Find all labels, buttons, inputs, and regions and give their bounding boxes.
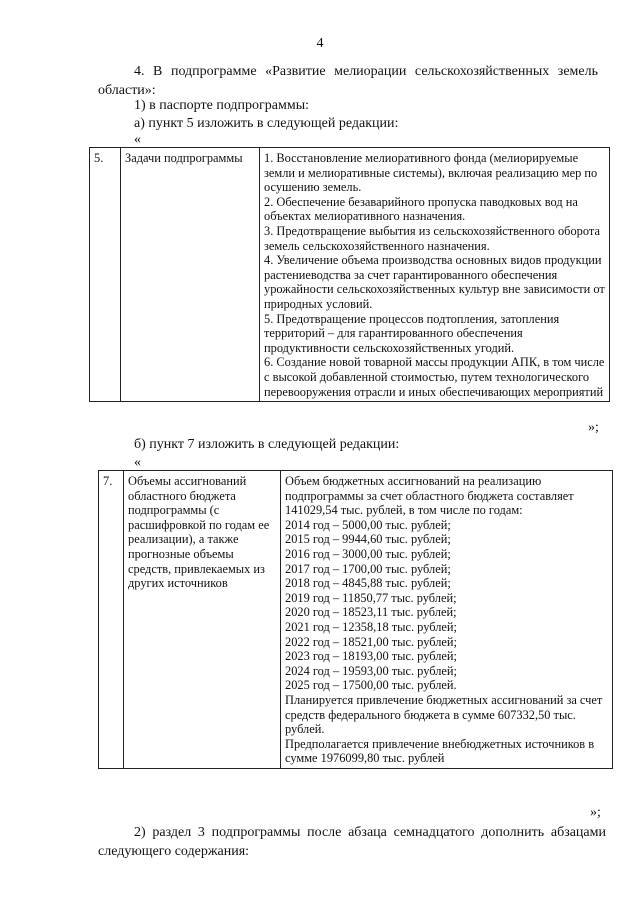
federal-funding: Планируется привлечение бюджетных ассигнований за счет средств федерального бюджета в сумме 607332,50 тыс. рублей. bbox=[285, 692, 603, 737]
year-amount: 2022 год – 18521,00 тыс. рублей; bbox=[285, 634, 457, 649]
row-number: 5. bbox=[90, 148, 121, 402]
funding-details bbox=[281, 471, 613, 769]
year-amount: 2017 год – 1700,00 тыс. рублей; bbox=[285, 561, 451, 576]
task-item: 5. Предотвращение процессов подтопления, затопления территорий – для гарантированного обеспечения продуктивности сельскохозяйственных угодий. bbox=[264, 311, 560, 355]
task-item: 2. Обеспечение безаварийного пропуска паводковых вод на объектах мелиоративного назначения. bbox=[264, 194, 578, 224]
point-7-heading: б) пункт 7 изложить в следующей редакции: bbox=[134, 437, 400, 452]
table-row bbox=[99, 471, 613, 769]
opening-quote: « bbox=[134, 455, 141, 470]
row-label: Объемы ассигнований областного бюджета подпрограммы (с расшифровкой по годам ее реализации), а также прогнозные объемы средств, привлекаемых из других источников bbox=[124, 471, 281, 769]
year-amount: 2024 год – 19593,00 тыс. рублей; bbox=[285, 663, 457, 678]
row-label: Задачи подпрограммы bbox=[121, 148, 260, 402]
opening-quote: « bbox=[134, 132, 141, 147]
year-amount: 2020 год – 18523,11 тыс. рублей; bbox=[285, 605, 457, 620]
page-number: 4 bbox=[316, 36, 324, 51]
year-amount: 2015 год – 9944,60 тыс. рублей; bbox=[285, 532, 451, 547]
closing-quote: »; bbox=[590, 805, 601, 820]
section-2-paragraph: 2) раздел 3 подпрограммы после абзаца семнадцатого дополнить абзацами следующего содержания: bbox=[98, 825, 606, 859]
closing-quote: »; bbox=[588, 420, 599, 435]
tasks-table bbox=[89, 147, 610, 402]
funding-table bbox=[98, 470, 613, 769]
tasks-list bbox=[260, 148, 610, 402]
funding-intro: Объем бюджетных ассигнований на реализацию подпрограммы за счет областного бюджета составляет 141029,54 тыс. рублей, в том числе по годам: bbox=[285, 474, 574, 518]
extrabudgetary-funding: Предполагается привлечение внебюджетных источников в сумме 1976099,80 тыс. рублей bbox=[285, 736, 595, 766]
passport-subitem: 1) в паспорте подпрограммы: bbox=[134, 98, 310, 113]
year-amount: 2019 год – 11850,77 тыс. рублей; bbox=[285, 590, 457, 605]
point-5-heading: а) пункт 5 изложить в следующей редакции: bbox=[134, 116, 399, 131]
task-item: 3. Предотвращение выбытия из сельскохозяйственного оборота земель сельскохозяйственного назначения. bbox=[264, 223, 600, 253]
year-amount: 2014 год – 5000,00 тыс. рублей; bbox=[285, 517, 451, 532]
year-amount: 2018 год – 4845,88 тыс. рублей; bbox=[285, 576, 451, 591]
intro-paragraph: 4. В подпрограмме «Развитие мелиорации сельскохозяйственных земель области»: bbox=[98, 64, 598, 98]
row-number: 7. bbox=[99, 471, 124, 769]
task-item: 4. Увеличение объема производства основных видов продукции растениеводства за счет гарантированного обеспечения урожайности сельскохозяйственных культур вне зависимости от природных условий. bbox=[264, 253, 605, 311]
year-amount: 2021 год – 12358,18 тыс. рублей; bbox=[285, 619, 457, 634]
year-amount: 2023 год – 18193,00 тыс. рублей; bbox=[285, 649, 457, 664]
year-amount: 2016 год – 3000,00 тыс. рублей; bbox=[285, 546, 451, 561]
year-amount: 2025 год – 17500,00 тыс. рублей. bbox=[285, 678, 457, 693]
task-item: 1. Восстановление мелиоративного фонда (мелиорируемые земли и мелиоративные системы), включая реализацию мер по осушению земель. bbox=[264, 151, 598, 195]
table-row bbox=[90, 148, 610, 402]
task-item: 6. Создание новой товарной массы продукции АПК, в том числе с высокой добавленной стоимостью, путем технологического перевооружения отрасли и иных обеспечивающих мероприятий bbox=[264, 355, 605, 399]
